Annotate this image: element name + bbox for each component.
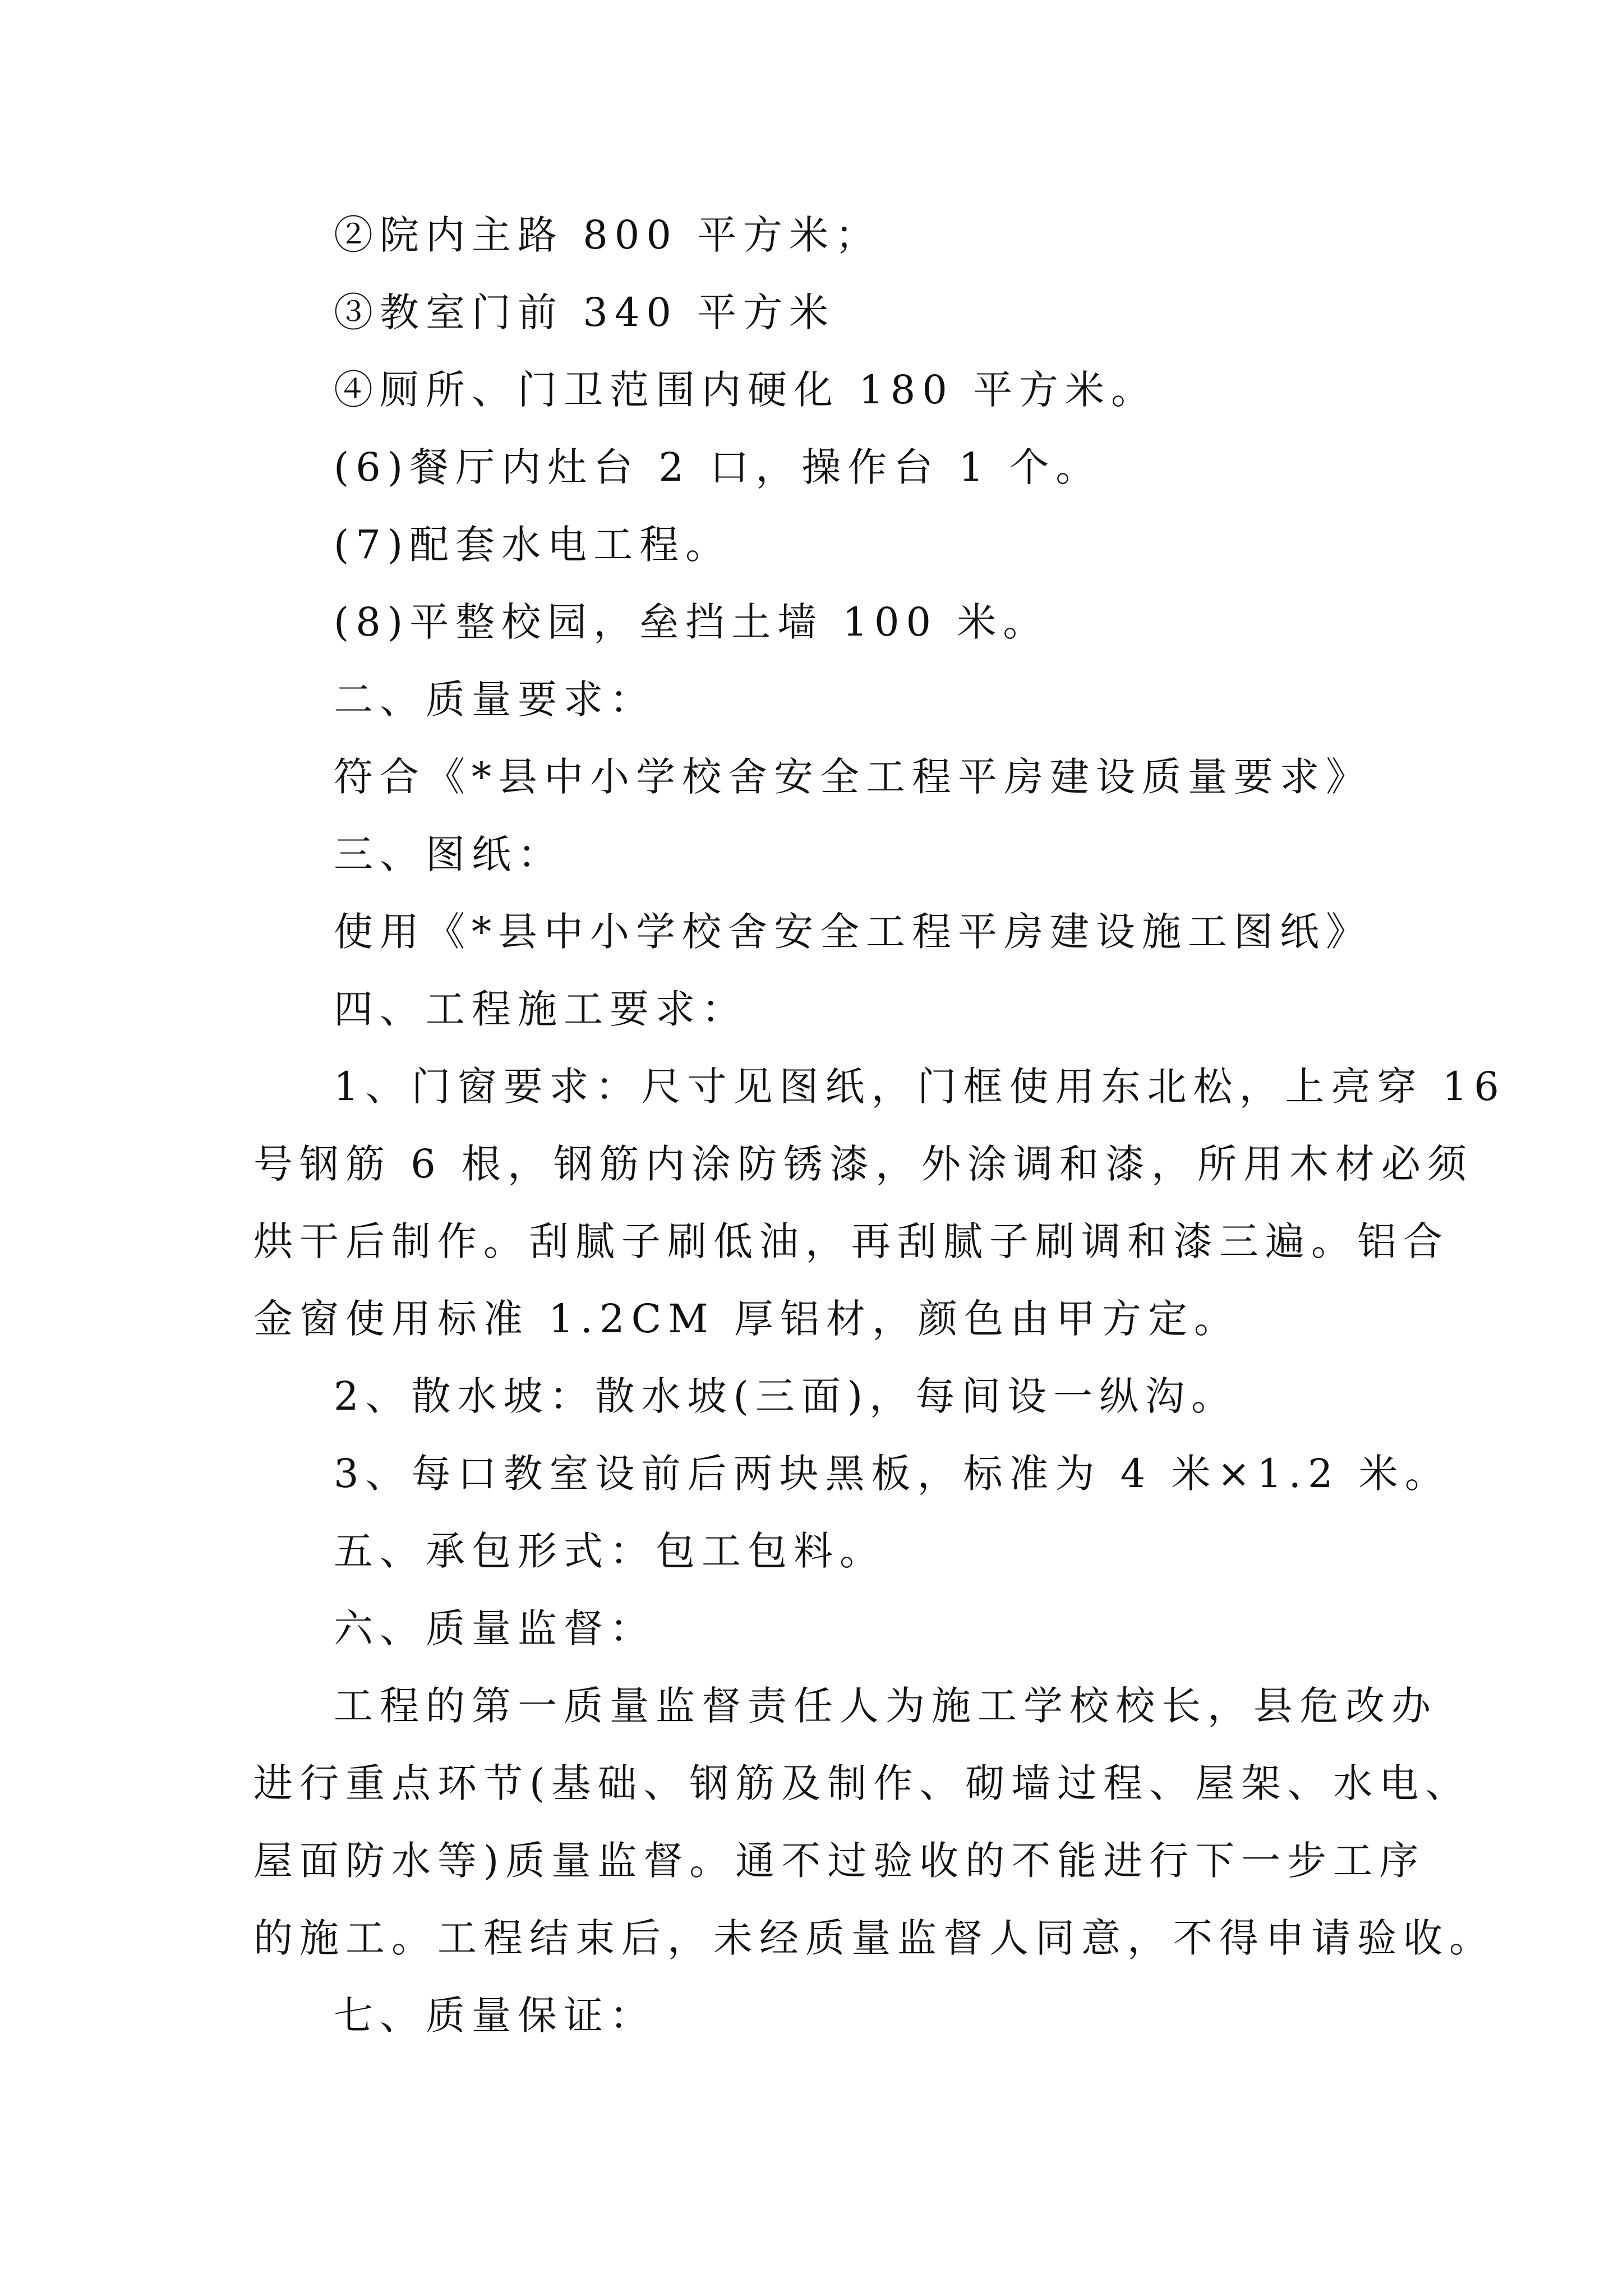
section-heading: 四、工程施工要求： xyxy=(334,986,748,1032)
section-heading: 三、图纸： xyxy=(334,831,564,877)
text-line: 号钢筋 6 根，钢筋内涂防锈漆，外涂调和漆，所用木材必须 xyxy=(253,1141,1474,1187)
text-line: ③教室门前 340 平方米 xyxy=(334,289,836,335)
text-line: 1、门窗要求：尺寸见图纸，门框使用东北松，上亮穿 16 xyxy=(334,1064,1506,1110)
section-heading: 二、质量要求： xyxy=(334,677,656,723)
text-line: 工程的第一质量监督责任人为施工学校校长，县危改办 xyxy=(334,1683,1437,1729)
section-heading: 六、质量监督： xyxy=(334,1605,656,1651)
text-line: 屋面防水等)质量监督。通不过验收的不能进行下一步工序 xyxy=(253,1838,1426,1884)
section-heading: 五、承包形式：包工包料。 xyxy=(334,1528,886,1574)
text-line: (7)配套水电工程。 xyxy=(334,522,732,568)
text-line: ④厕所、门卫范围内硬化 180 平方米。 xyxy=(334,367,1158,413)
text-line: 3、每口教室设前后两块黑板，标准为 4 米×1.2 米。 xyxy=(334,1451,1451,1497)
text-line: (8)平整校园，垒挡土墙 100 米。 xyxy=(334,599,1049,645)
text-line: 符合《*县中小学校舍安全工程平房建设质量要求》 xyxy=(334,754,1372,800)
document-body xyxy=(253,196,1506,2054)
text-line: 进行重点环节(基础、钢筋及制作、砌墙过程、屋架、水电、 xyxy=(253,1760,1472,1806)
text-line: 烘干后制作。刮腻子刷低油，再刮腻子刷调和漆三遍。铝合 xyxy=(253,1218,1449,1264)
text-line: 2、散水坡：散水坡(三面)，每间设一纵沟。 xyxy=(334,1373,1238,1419)
text-line: (6)餐厅内灶台 2 口，操作台 1 个。 xyxy=(334,444,1102,490)
text-line: 使用《*县中小学校舍安全工程平房建设施工图纸》 xyxy=(334,909,1372,955)
text-line: 金窗使用标准 1.2CM 厚铝材，颜色由甲方定。 xyxy=(253,1296,1241,1342)
text-line: 的施工。工程结束后，未经质量监督人同意，不得申请验收。 xyxy=(253,1915,1495,1961)
section-heading: 七、质量保证： xyxy=(334,1993,656,2039)
text-line: ②院内主路 800 平方米； xyxy=(334,212,882,258)
